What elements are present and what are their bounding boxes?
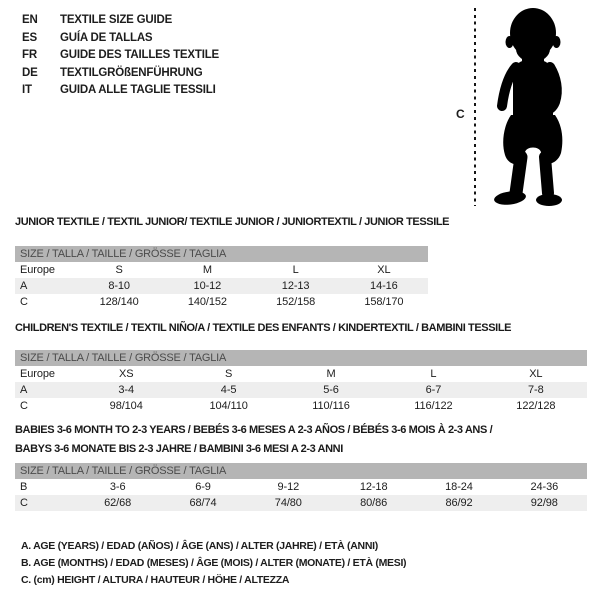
childrens-textile-title: CHILDREN'S TEXTILE / TEXTIL NIÑO/A / TEXTILE DES ENFANTS / KINDERTEXTIL / BAMBINI TESSILE — [15, 322, 512, 334]
table-row — [15, 294, 428, 310]
table-row — [15, 366, 587, 382]
legend-line-a: A. AGE (YEARS) / EDAD (AÑOS) / ÂGE (ANS) / ALTER (JAHRE) / ETÀ (ANNI) — [21, 540, 378, 552]
table-cell: 80/86 — [360, 497, 388, 509]
table-row — [15, 398, 587, 414]
childrens-textile-table — [15, 350, 587, 414]
table-cell: 9-12 — [277, 481, 300, 493]
table-cell: L — [292, 264, 299, 276]
table-cell: 3-4 — [118, 384, 134, 396]
table-row — [15, 262, 428, 278]
table-cell: XL — [529, 368, 543, 380]
table-cell: 104/110 — [209, 400, 248, 412]
height-measure-label: C — [456, 107, 465, 121]
language-label: GUÍA DE TALLAS — [60, 31, 153, 44]
row-label: Europe — [20, 368, 55, 380]
row-label: A — [20, 280, 28, 292]
row-label: B — [20, 481, 28, 493]
table-cell: 140/152 — [187, 296, 227, 308]
language-code: ES — [22, 31, 37, 44]
table-cell: 18-24 — [445, 481, 473, 493]
row-label: C — [20, 497, 28, 509]
height-dashed-line — [474, 8, 476, 206]
table-row — [15, 382, 587, 398]
table-cell: 110/116 — [312, 400, 350, 412]
table-cell: 24-36 — [530, 481, 559, 493]
table-cell: L — [430, 368, 437, 380]
language-row-es — [22, 30, 219, 48]
table-cell: XS — [118, 368, 134, 380]
table-cell: 3-6 — [109, 481, 126, 493]
table-cell: 122/128 — [516, 400, 556, 412]
language-label: TEXTILE SIZE GUIDE — [60, 14, 173, 26]
table-cell: 14-16 — [370, 280, 398, 292]
language-row-de — [22, 65, 219, 83]
table-cell: 4-5 — [220, 384, 237, 396]
language-guide — [22, 12, 219, 100]
table-cell: 74/80 — [274, 497, 302, 509]
babies-title-line-2: BABYS 3-6 MONATE BIS 2-3 JAHRE / BAMBINI 3-6 MESI A 2-3 ANNI — [15, 442, 343, 455]
babies-title-line-1: BABIES 3-6 MONTH TO 2-3 YEARS / BEBÉS 3-6 MESES A 2-3 AÑOS / BÉBÉS 3-6 MOIS À 2-3 ANS / — [15, 424, 493, 436]
table-cell: 6-7 — [425, 384, 442, 396]
size-header-bar: SIZE / TALLA / TAILLE / GRÖSSE / TAGLIA — [15, 463, 587, 479]
language-label: GUIDA ALLE TAGLIE TESSILI — [60, 84, 216, 96]
language-label: GUIDE DES TAILLES TEXTILE — [60, 49, 219, 61]
babies-textile-table — [15, 463, 587, 511]
table-cell: S — [115, 264, 123, 276]
table-cell: 128/140 — [99, 296, 139, 308]
junior-textile-title: JUNIOR TEXTILE / TEXTIL JUNIOR/ TEXTILE JUNIOR / JUNIORTEXTIL / JUNIOR TESSILE — [15, 216, 450, 228]
table-cell: XL — [377, 264, 391, 276]
table-cell: 92/98 — [530, 497, 558, 509]
legend-line-c: C. (cm) HEIGHT / ALTURA / HAUTEUR / HÖHE / ALTEZZA — [21, 574, 290, 586]
babies-textile-title — [15, 421, 575, 458]
language-label: TEXTILGRÖßENFÜHRUNG — [60, 66, 203, 79]
row-label: C — [20, 400, 28, 412]
table-cell: M — [202, 264, 212, 276]
table-cell: S — [224, 368, 233, 380]
row-label: C — [20, 296, 28, 308]
language-row-fr — [22, 47, 219, 65]
table-cell: 5-6 — [323, 384, 339, 396]
measurement-legend — [21, 538, 406, 589]
language-code: EN — [22, 14, 38, 26]
language-code: FR — [22, 49, 37, 61]
table-cell: 10-12 — [193, 280, 222, 292]
table-cell: 158/170 — [364, 296, 404, 308]
table-cell: 116/122 — [414, 400, 453, 412]
language-row-it — [22, 82, 219, 100]
table-cell: M — [326, 368, 336, 380]
table-cell: 98/104 — [109, 400, 143, 412]
table-cell: 12-13 — [281, 280, 310, 292]
table-cell: 68/74 — [189, 497, 217, 509]
table-cell: 62/68 — [104, 497, 132, 509]
table-cell: 12-18 — [359, 481, 388, 493]
language-code: DE — [22, 66, 38, 79]
size-header-bar: SIZE / TALLA / TAILLE / GRÖSSE / TAGLIA — [15, 246, 428, 262]
table-cell: 152/158 — [276, 296, 316, 308]
row-label: Europe — [20, 264, 55, 276]
table-cell: 6-9 — [195, 481, 211, 493]
table-row — [15, 278, 428, 294]
table-row — [15, 479, 587, 495]
table-cell: 8-10 — [108, 280, 130, 292]
table-row — [15, 495, 587, 511]
row-label: A — [20, 384, 28, 396]
table-cell: 86/92 — [445, 497, 473, 509]
table-cell: 7-8 — [528, 384, 544, 396]
language-row-en — [22, 12, 219, 30]
language-code: IT — [22, 84, 32, 96]
toddler-silhouette-icon — [479, 5, 597, 209]
junior-textile-table — [15, 246, 428, 310]
size-header-bar: SIZE / TALLA / TAILLE / GRÖSSE / TAGLIA — [15, 350, 587, 366]
legend-line-b: B. AGE (MONTHS) / EDAD (MESES) / ÂGE (MOIS) / ALTER (MONATE) / ETÀ (MESI) — [21, 557, 407, 569]
